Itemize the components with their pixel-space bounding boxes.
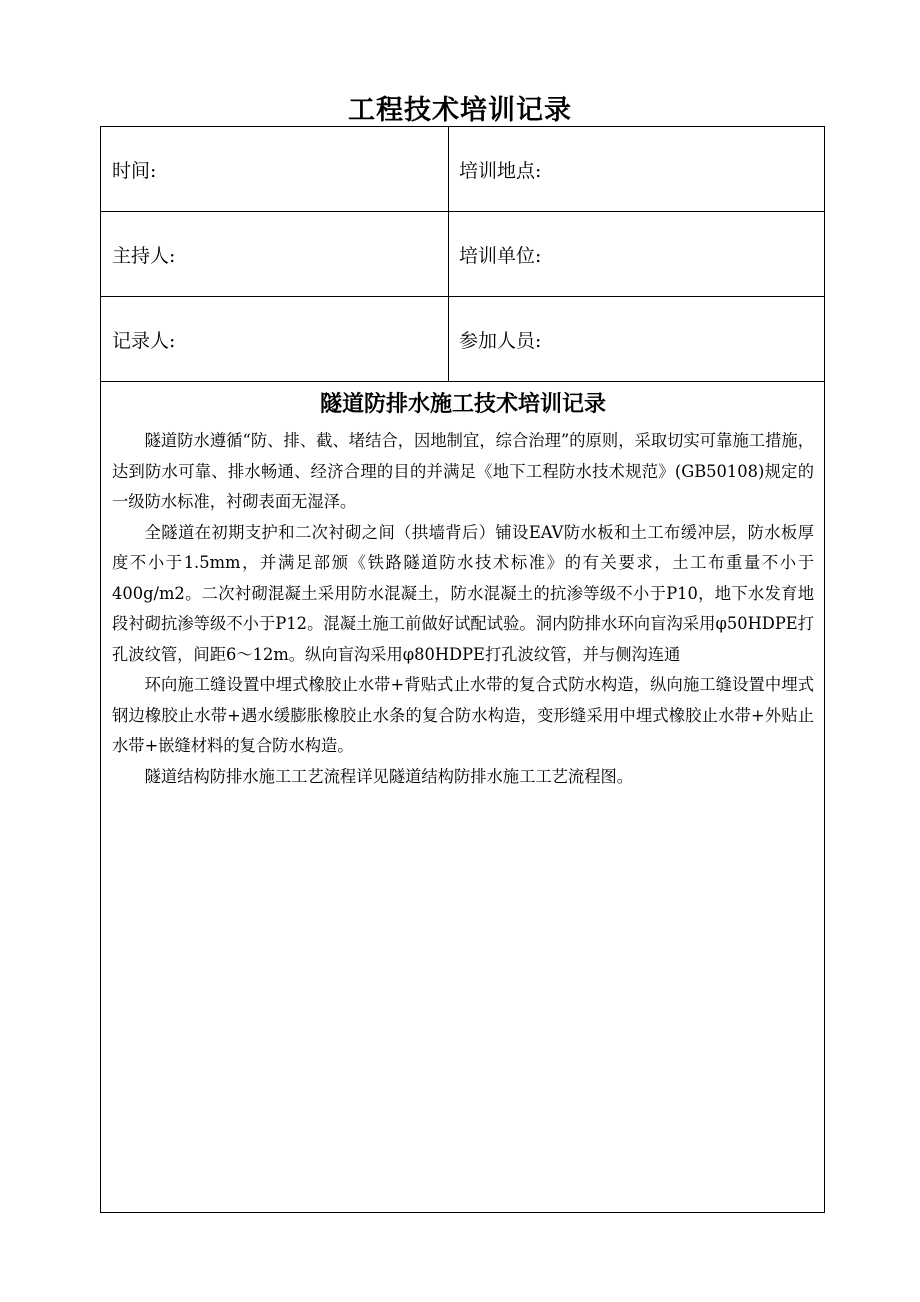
content-paragraph: 环向施工缝设置中埋式橡胶止水带+背贴式止水带的复合式防水构造，纵向施工缝设置中埋式钢边橡胶止水带+遇水缓膨胀橡胶止水条的复合防水构造，变形缝采用中埋式橡胶止水带+外贴止水带+嵌缝材料的复合防水构造。 <box>112 675 814 755</box>
form-row-time <box>101 127 824 212</box>
training-content <box>101 382 824 1212</box>
training-record-form <box>100 126 825 1213</box>
form-row-recorder <box>101 297 824 382</box>
location-label: 培训地点: <box>459 159 542 182</box>
content-paragraph: 隧道防水遵循“防、排、截、堵结合，因地制宜，综合治理”的原则，采取切实可靠施工措施，达到防水可靠、排水畅通、经济合理的目的并满足《地下工程防水技术规范》(GB50108)规定的一级防水标准，衬砌表面无湿泽。 <box>112 431 814 511</box>
document-title: 工程技术培训记录 <box>348 95 572 126</box>
participants-label: 参加人员: <box>459 329 542 352</box>
host-label: 主持人: <box>112 244 176 267</box>
content-paragraph: 全隧道在初期支护和二次衬砌之间（拱墙背后）铺设EAV防水板和土工布缓冲层，防水板厚度不小于1.5mm，并满足部颁《铁路隧道防水技术标准》的有关要求，土工布重量不小于400g/m2。二次衬砌混凝土采用防水混凝土，防水混凝土的抗渗等级不小于P10，地下水发育地段衬砌抗渗等级不小于P12。混凝土施工前做好试配试验。洞内防排水环向盲沟采用φ50HDPE打孔波纹管，间距6～12m。纵向盲沟采用φ80HDPE打孔波纹管，并与侧沟连通 <box>112 522 814 664</box>
content-heading: 隧道防排水施工技术培训记录 <box>319 392 606 417</box>
unit-field[interactable] <box>449 212 824 296</box>
host-field[interactable] <box>101 212 449 296</box>
recorder-label: 记录人: <box>112 329 176 352</box>
content-paragraph: 隧道结构防排水施工工艺流程详见隧道结构防排水施工工艺流程图。 <box>144 766 634 786</box>
participants-field[interactable] <box>449 297 824 381</box>
recorder-field[interactable] <box>101 297 449 381</box>
time-field[interactable] <box>101 127 449 211</box>
form-row-host <box>101 212 824 297</box>
location-field[interactable] <box>449 127 824 211</box>
time-label: 时间: <box>112 159 157 182</box>
unit-label: 培训单位: <box>459 244 542 267</box>
